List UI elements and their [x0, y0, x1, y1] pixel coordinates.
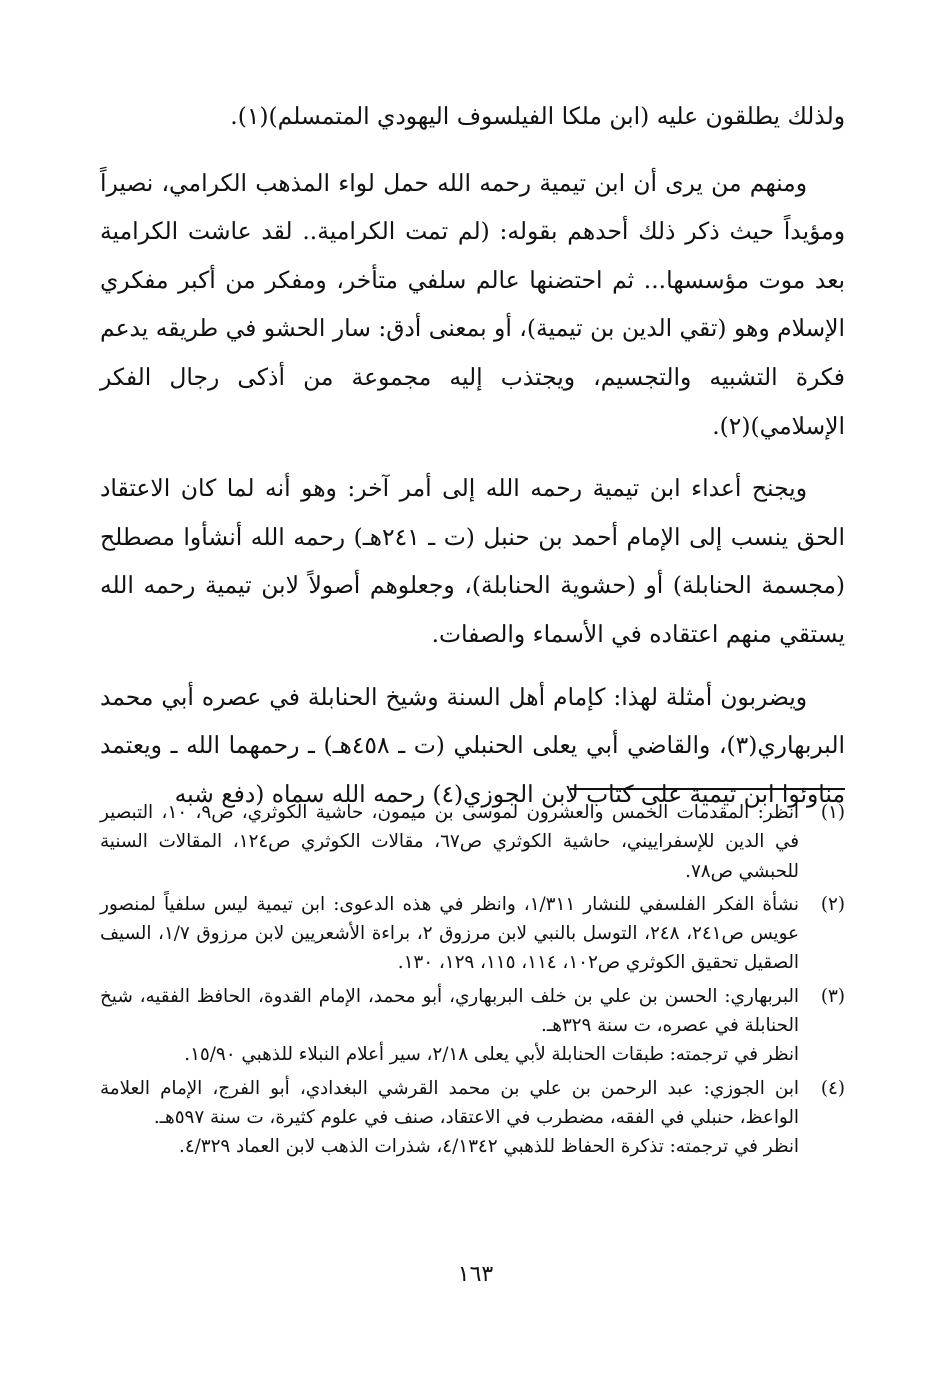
footnote-4 — [100, 1074, 845, 1162]
paragraph-4: ويضربون أمثلة لهذا: كإمام أهل السنة وشيخ الحنابلة في عصره أبي محمد البربهاري(٣)، والقاضي أبي يعلى الحنبلي (ت ـ ٤٥٨هـ) ـ رحمهما الله ـ ويعتمد مناوئوا ابن تيمية على كتاب لابن الجوزي(٤) رحمه الله سماه (دفع شبه — [100, 682, 845, 808]
footnote-text: ابن الجوزي: عبد الرحمن بن علي بن محمد القرشي البغدادي، أبو الفرج، الإمام العلامة الواعظ، حنبلي في الفقه، مضطرب في الاعتقاد، صنف في علوم كثيرة، ت سنة ٥٩٧هـ. — [100, 1077, 799, 1128]
footnote-separator — [570, 788, 845, 790]
footnotes — [100, 798, 845, 1166]
footnote-body — [100, 982, 799, 1070]
footnote-body — [100, 890, 799, 978]
footnote-1 — [100, 798, 845, 886]
footnote-body — [100, 798, 799, 886]
footnote-reference: انظر في ترجمته: طبقات الحنابلة لأبي يعلى ٢/١٨، سير أعلام النبلاء للذهبي ١٥/٩٠. — [184, 1044, 799, 1066]
footnote-body — [100, 1074, 799, 1162]
footnote-reference: انظر في ترجمته: تذكرة الحفاظ للذهبي ٤/١٣٤٢، شذرات الذهب لابن العماد ٤/٣٢٩. — [179, 1136, 799, 1158]
footnote-text: البربهاري: الحسن بن علي بن خلف البربهاري، أبو محمد، الإمام القدوة، الحافظ الفقيه، شيخ الحنابلة في عصره، ت سنة ٣٢٩هـ. — [100, 985, 799, 1037]
footnote-number: (٤) — [820, 1077, 845, 1099]
footnote-text: نشأة الفكر الفلسفي للنشار ١/٣١١، وانظر في هذه الدعوى: ابن تيمية ليس سلفياً لمنصور عويس ص٢٤١، ٢٤٨، التوسل بالنبي لابن مرزوق ٢، براءة الأشعريين لابن مرزوق ١/٧، السيف الصقيل تحقيق الكوثري ص١٠٢، ١١٤، ١١٥، ١٢٩، ١٣٠. — [100, 893, 799, 974]
footnote-number: (٣) — [820, 985, 845, 1007]
footnote-text: انظر: المقدمات الخمس والعشرون لموسى بن ميمون، حاشية الكوثري، ص٩، ١٠، التبصير في الدين للإسفراييني، حاشية الكوثري ص٦٧، مقالات الكوثري ص١٢٤، المقالات السنية للحبشي ص٧٨. — [100, 802, 799, 882]
main-text — [100, 92, 845, 832]
page-number: ١٦٣ — [457, 1262, 494, 1287]
paragraph-1: ولذلك يطلقون عليه (ابن ملكا الفيلسوف اليهودي المتمسلم)(١). — [230, 102, 845, 130]
paragraph-2: ومنهم من يرى أن ابن تيمية رحمه الله حمل لواء المذهب الكرامي، نصيراً ومؤيداً حيث ذكر ذلك أحدهم بقوله: (لم تمت الكرامية.. لقد عاشت الكرامية بعد موت مؤسسها... ثم احتضنها عالم سلفي متأخر، ومفكر من أكبر مفكري الإسلام وهو (تقي الدين بن تيمية)، أو بمعنى أدق: سار الحشو في طريقه يدعم فكرة التشبيه والتجسيم، ويجتذب إليه مجموعة من أذكى رجال الفكر الإسلامي)(٢). — [100, 168, 845, 440]
footnote-number: (٢) — [820, 893, 845, 915]
footnote-number: (١) — [820, 802, 845, 823]
footnote-2 — [100, 890, 845, 978]
footnote-3 — [100, 982, 845, 1070]
paragraph-3: ويجنح أعداء ابن تيمية رحمه الله إلى أمر آخر: وهو أنه لما كان الاعتقاد الحق ينسب إلى الإمام أحمد بن حنبل (ت ـ ٢٤١هـ) رحمه الله أنشأوا مصطلح (مجسمة الحنابلة) أو (حشوية الحنابلة)، وجعلوهم أصولاً لابن تيمية رحمه الله يستقي منهم اعتقاده في الأسماء والصفات. — [100, 474, 846, 648]
